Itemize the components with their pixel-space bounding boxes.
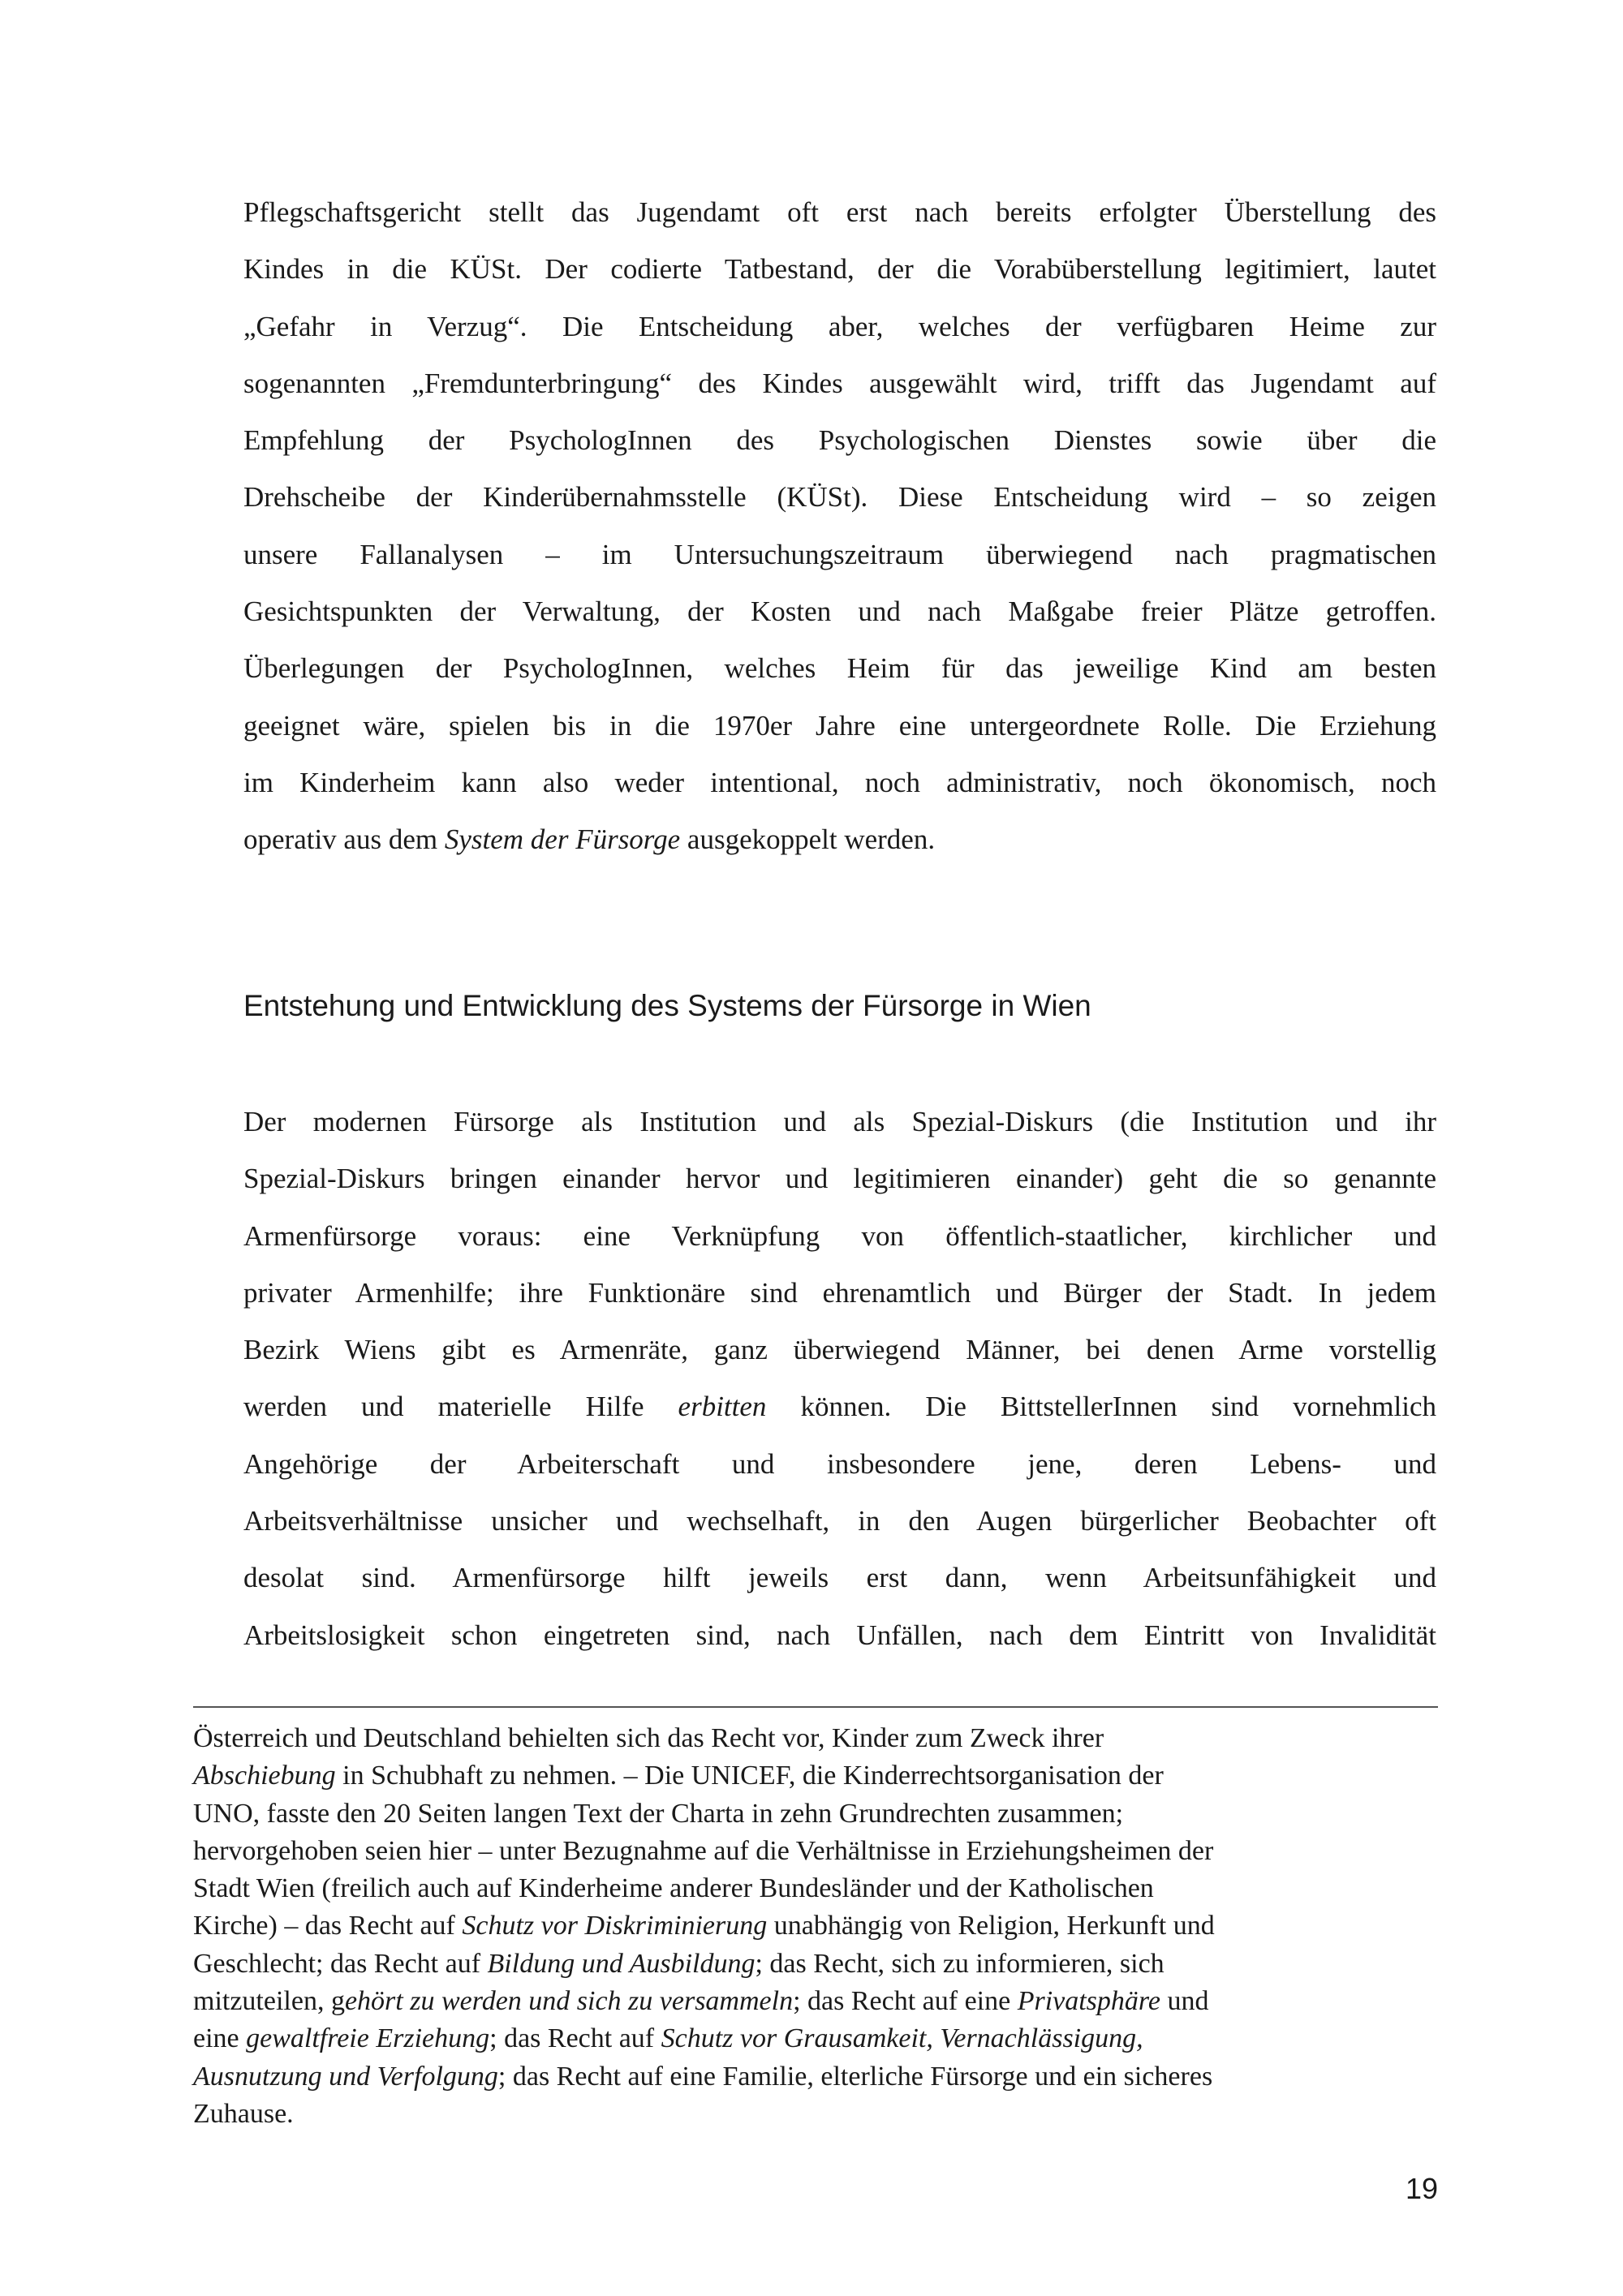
- text-line: „Gefahr in Verzug“. Die Entscheidung aber, welches der verfügbaren Heime zur: [243, 310, 1436, 342]
- text-run: ; das Recht auf eine Familie, elterliche Fürsorge und ein sicheres: [497, 2061, 1213, 2092]
- text-run: und: [1160, 1986, 1209, 2017]
- text-run: werden und materielle Hilfe: [243, 1391, 678, 1423]
- text-run: operativ aus dem: [243, 823, 445, 856]
- body-paragraph-second: [243, 1094, 1436, 1664]
- text-run: können. Die BittstellerInnen sind vornehmlich: [766, 1391, 1436, 1423]
- text-line: Pflegschaftsgericht stellt das Jugendamt oft erst nach bereits erfolgter Überstellung des: [243, 196, 1436, 228]
- text-line: Arbeitsverhältnisse unsicher und wechselhaft, in den Augen bürgerlicher Beobachter oft: [243, 1505, 1436, 1537]
- emphasis-text: Schutz vor Diskriminierung: [462, 1911, 768, 1941]
- footnote-line: [193, 1983, 1435, 2020]
- emphasis-text: Abschiebung: [193, 1761, 336, 1791]
- section-heading: Entstehung und Entwicklung des Systems der Fürsorge in Wien: [243, 989, 1091, 1022]
- emphasis-text: erbitten: [678, 1391, 767, 1423]
- text-run: in Schubhaft zu nehmen. – Die UNICEF, die Kinderrechtsorganisation der: [335, 1761, 1164, 1791]
- text-line: Kindes in die KÜSt. Der codierte Tatbestand, der die Vorabüberstellung legitimiert, lautet: [243, 253, 1436, 286]
- text-run: mitzuteilen, g: [193, 1986, 345, 2017]
- text-line: Der modernen Fürsorge als Institution und als Spezial-Diskurs (die Institution und ihr: [243, 1106, 1436, 1137]
- text-line: Gesichtspunkten der Verwaltung, der Kosten und nach Maßgabe freier Plätze getroffen.: [243, 595, 1436, 628]
- text-line: im Kinderheim kann also weder intentional, noch administrativ, noch ökonomisch, noch: [243, 766, 1436, 798]
- emphasis-text: System der Fürsorge: [444, 823, 681, 856]
- text-line: unsere Fallanalysen – im Untersuchungszeitraum überwiegend nach pragmatischen: [243, 538, 1436, 570]
- text-run: Geschlecht; das Recht auf: [193, 1948, 488, 1979]
- emphasis-text: Bildung und Ausbildung: [487, 1948, 756, 1979]
- text-line: desolat sind. Armenfürsorge hilft jeweils erst dann, wenn Arbeitsunfähigkeit und: [243, 1562, 1436, 1594]
- page-number: 19: [1405, 2172, 1438, 2205]
- footnote-line: Zuhause.: [193, 2098, 294, 2129]
- footnote-line: Österreich und Deutschland behielten sich das Recht vor, Kinder zum Zweck ihrer: [193, 1723, 1104, 1753]
- footnote-line: [193, 1907, 1435, 1945]
- text-run: ; das Recht auf: [489, 2023, 661, 2054]
- text-line: Spezial-Diskurs bringen einander hervor und legitimieren einander) geht die so genannte: [243, 1163, 1436, 1195]
- footnote-separator: [193, 1706, 1438, 1708]
- footnote-line: [193, 1757, 1435, 1795]
- text-run: unabhängig von Religion, Herkunft und: [767, 1911, 1215, 1941]
- text-run: ausgekoppelt werden.: [680, 823, 936, 856]
- emphasis-text: Ausnutzung und Verfolgung: [193, 2061, 498, 2092]
- footnote: [193, 1720, 1435, 2133]
- emphasis-text: Privatsphäre: [1017, 1986, 1160, 2017]
- text-line: [243, 1378, 1436, 1435]
- footnote-line: [193, 2058, 1435, 2096]
- emphasis-text: Schutz vor Grausamkeit, Vernachlässigung,: [661, 2023, 1143, 2054]
- text-line: Armenfürsorge voraus: eine Verknüpfung von öffentlich-staatlicher, kirchlicher und: [243, 1219, 1436, 1252]
- footnote-line: Stadt Wien (freilich auch auf Kinderheime anderer Bundesländer und der Katholischen: [193, 1873, 1154, 1904]
- footnote-line: UNO, fasste den 20 Seiten langen Text der Charta in zehn Grundrechten zusammen;: [193, 1798, 1124, 1829]
- body-paragraph-top: [243, 184, 1436, 869]
- text-line: Arbeitslosigkeit schon eingetreten sind, nach Unfällen, nach dem Eintritt von Invalidität: [243, 1619, 1436, 1651]
- emphasis-text: gewaltfreie Erziehung: [246, 2023, 490, 2054]
- footnote-line: [193, 1946, 1435, 1983]
- text-run: eine: [193, 2023, 247, 2054]
- text-line: [243, 811, 1436, 868]
- text-line: Empfehlung der PsychologInnen des Psychologischen Dienstes sowie über die: [243, 424, 1436, 457]
- text-line: Drehscheibe der Kinderübernahmsstelle (KÜSt). Diese Entscheidung wird – so zeigen: [243, 481, 1436, 514]
- emphasis-text: ehört zu werden und sich zu versammeln: [344, 1986, 794, 2017]
- text-run: ; das Recht, sich zu informieren, sich: [755, 1948, 1165, 1979]
- text-line: Angehörige der Arbeiterschaft und insbesondere jene, deren Lebens- und: [243, 1447, 1436, 1480]
- text-line: sogenannten „Fremdunterbringung“ des Kindes ausgewählt wird, trifft das Jugendamt auf: [243, 367, 1436, 399]
- text-run: ; das Recht auf eine: [793, 1986, 1018, 2017]
- text-line: geeignet wäre, spielen bis in die 1970er Jahre eine untergeordnete Rolle. Die Erziehung: [243, 709, 1436, 742]
- footnote-line: hervorgehoben seien hier – unter Bezugnahme auf die Verhältnisse in Erziehungsheimen der: [193, 1835, 1214, 1866]
- text-line: Bezirk Wiens gibt es Armenräte, ganz überwiegend Männer, bei denen Arme vorstellig: [243, 1334, 1436, 1366]
- text-line: privater Armenhilfe; ihre Funktionäre sind ehrenamtlich und Bürger der Stadt. In jedem: [243, 1276, 1436, 1309]
- footnote-line: [193, 2020, 1435, 2057]
- text-run: Kirche) – das Recht auf: [193, 1911, 463, 1941]
- text-line: Überlegungen der PsychologInnen, welches Heim für das jeweilige Kind am besten: [243, 652, 1436, 685]
